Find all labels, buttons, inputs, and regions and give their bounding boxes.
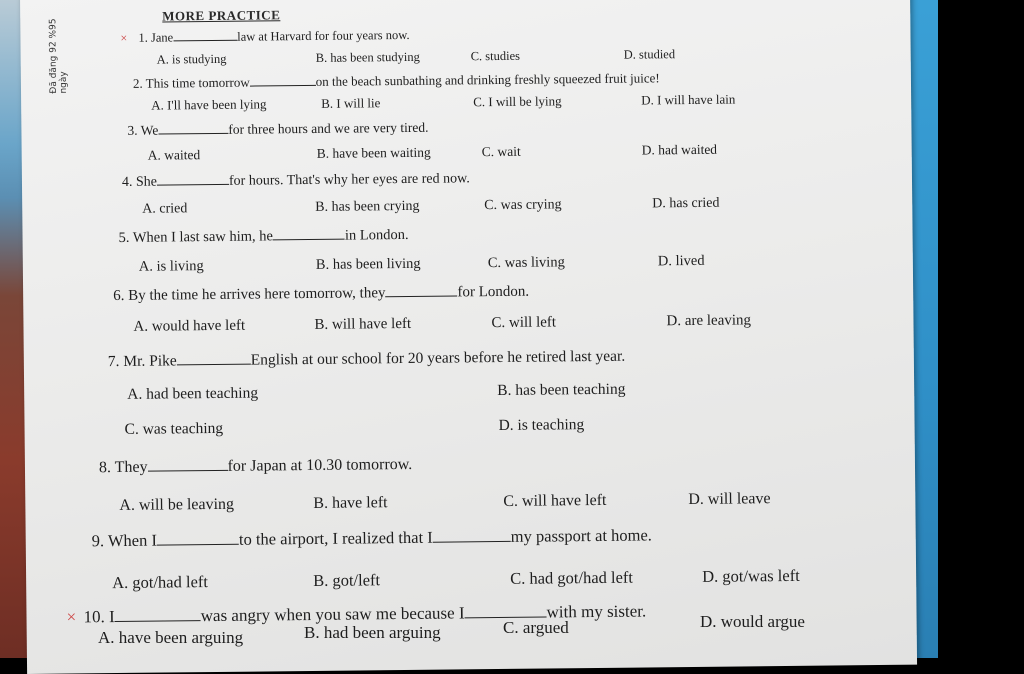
answer-option: A. cried [142, 201, 188, 217]
answer-option: B. has been teaching [497, 380, 626, 400]
answer-option: C. wait [481, 143, 521, 160]
answer-option: A. have been arguing [98, 628, 244, 647]
answer-option: A. will be leaving [119, 495, 235, 514]
answer-option: D. studied [623, 47, 676, 62]
answer-option: C. was living [487, 254, 565, 272]
question-stem: 4. She for hours. That's why her eyes are red now. [121, 171, 470, 190]
answer-option: C. will left [491, 314, 557, 332]
answer-option: D. has cried [652, 195, 720, 212]
wrong-mark: × [120, 30, 128, 45]
answer-option: A. is living [138, 258, 204, 275]
answer-option: B. has been studying [315, 49, 420, 65]
answer-option: A. got/had left [112, 572, 209, 593]
answer-option: B. will have left [314, 315, 412, 333]
answer-option: D. would argue [700, 612, 805, 631]
answer-option: B. have left [313, 494, 388, 512]
wrong-mark: × [66, 607, 77, 627]
question-stem: 10. I was angry when you saw me because I with my sister. [83, 601, 647, 627]
worksheet-paper [20, 0, 917, 674]
answer-option: A. is studying [156, 51, 227, 67]
question-stem: 8. They for Japan at 10.30 tomorrow. [98, 455, 413, 477]
answer-option: A. I'll have been lying [151, 96, 267, 113]
answer-option: A. had been teaching [127, 384, 259, 403]
answer-option: B. have been waiting [316, 144, 431, 161]
answer-option: D. I will have lain [641, 91, 736, 108]
question-stem: 6. By the time he arrives here tomorrow, they for London. [113, 283, 530, 305]
question-stem: 7. Mr. Pike English at our school for 20 years before he retired last year. [107, 347, 626, 371]
answer-option: C. had got/had left [510, 567, 634, 588]
answer-option: A. waited [147, 147, 201, 163]
answer-option: D. got/was left [702, 565, 800, 586]
side-watermark-text: Đã đăng 92 %95 ngày [48, 18, 70, 94]
answer-option: C. argued [503, 618, 569, 637]
answer-option: D. are leaving [666, 312, 752, 330]
answer-option: B. has been crying [315, 198, 420, 215]
answer-option: C. was crying [484, 197, 562, 214]
answer-option: A. would have left [133, 317, 246, 335]
question-stem: 3. We for three hours and we are very tired. [127, 119, 429, 138]
answer-option: C. I will be lying [473, 93, 562, 110]
answer-option: B. I will lie [321, 95, 381, 111]
answer-option: C. studies [470, 48, 521, 64]
answer-option: D. lived [657, 252, 705, 270]
answer-option: D. had waited [641, 141, 718, 158]
page-title: MORE PRACTICE [162, 7, 281, 24]
answer-option: D. will leave [688, 490, 771, 509]
question-stem: 5. When I last saw him, he in London. [118, 226, 409, 246]
question-stem: 1. Jane law at Harvard for four years now. [138, 27, 410, 45]
answer-option: C. will have left [503, 491, 607, 510]
answer-option: B. has been living [315, 255, 421, 273]
answer-option: C. was teaching [124, 419, 224, 438]
question-stem: 2. This time tomorrow on the beach sunbathing and drinking freshly squeezed fruit juice! [132, 70, 660, 91]
answer-option: B. got/left [313, 570, 381, 590]
answer-option: B. had been arguing [304, 623, 441, 642]
question-stem: 9. When I to the airport, I realized that I my passport at home. [91, 525, 652, 551]
answer-option: D. is teaching [498, 416, 585, 435]
